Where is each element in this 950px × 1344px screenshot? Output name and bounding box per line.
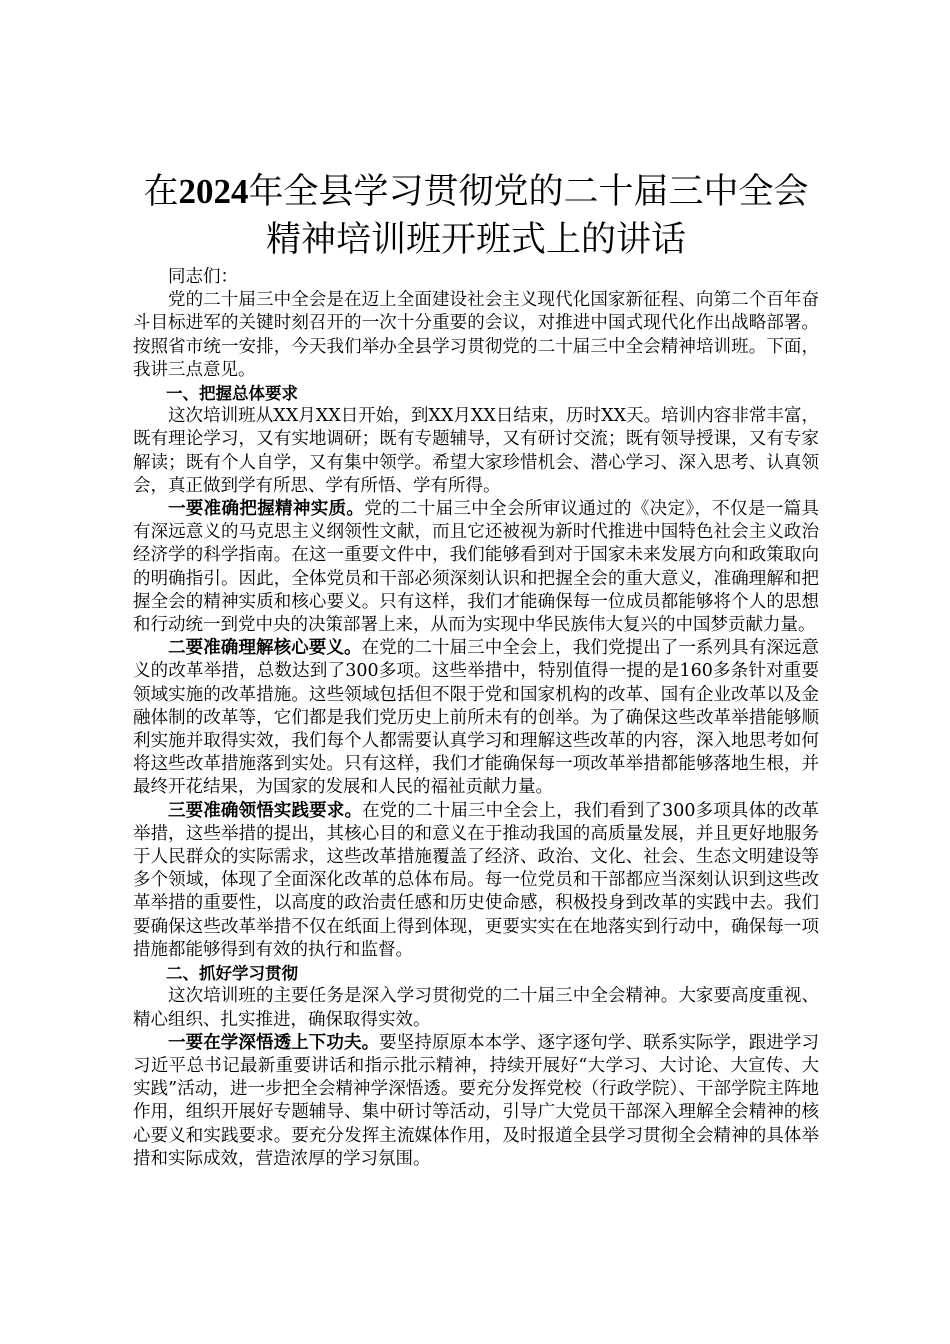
- paragraph-lead: 一要在学深悟透上下功夫。: [168, 1032, 380, 1053]
- paragraph-text: 这次培训班的主要任务是深入学习贯彻党的二十届三中全会精神。大家要高度重视、精心组织、扎实推进，确保取得实效。: [133, 986, 819, 1030]
- paragraph-text: 要坚持原原本本学、逐字逐句学、联系实际学，跟进学习习近平总书记最新重要讲话和指示批示精神，持续开展好“大学习、大讨论、大宣传、大实践”活动，进一步把全会精神学深悟透。要充分发挥党校（行政学院）、干部学院主阵地作用，组织开展好专题辅导、集中研讨等活动，引导广大党员干部深入理解全会精神的核心要义和实践要求。要充分发挥主流媒体作用，及时报道全县学习贯彻全会精神的具体举措和实际成效，营造浓厚的学习氛围。: [133, 1032, 820, 1169]
- body-paragraph: [133, 800, 819, 962]
- paragraph-lead: 三要准确领悟实践要求。: [168, 800, 363, 821]
- paragraph-lead: 一要准确把握精神实质。: [168, 499, 365, 520]
- intro-paragraph: 党的二十届三中全会是在迈上全面建设社会主义现代化国家新征程、向第二个百年奋斗目标进军的关键时刻召开的一次十分重要的会议，对推进中国式现代化作出战略部署。按照省市统一安排，今天我们举办全县学习贯彻党的二十届三中全会精神培训班。下面，我讲三点意见。: [133, 290, 819, 380]
- title-line-2: 精神培训班开班式上的讲话: [265, 220, 686, 260]
- section-heading: 二、抓好学习贯彻: [166, 964, 298, 984]
- document-title: [133, 168, 819, 264]
- body-paragraph: [133, 637, 819, 799]
- title-line-1: [133, 168, 819, 216]
- paragraph-lead: 二要准确理解核心要义。: [168, 638, 362, 659]
- paragraph-text: 这次培训班从XX月XX日开始，到XX月XX日结束，历时XX天。培训内容非常丰富，既有理论学习，又有实地调研；既有专题辅导，又有研讨交流；既有领导授课，又有专家解读；既有个人自学，又有集中领学。希望大家珍惜机会、潜心学习、深入思考、认真领会，真正做到学有所思、学有所悟、学有所得。: [133, 406, 819, 496]
- paragraph-text: 党的二十届三中全会所审议通过的《决定》，不仅是一篇具有深远意义的马克思主义纲领性文献，而且它还被视为新时代推进中国特色社会主义政治经济学的科学指南。在这一重要文件中，我们能够看到对于国家未来发展方向和政策取向的明确指引。因此，全体党员和干部必须深刻认识和把握全会的重大意义，准确理解和把握全会的精神实质和核心要义。只有这样，我们才能确保每一位成员都能够将个人的思想和行动统一到党中央的决策部署上来，从而为实现中华民族伟大复兴的中国梦贡献力量。: [133, 499, 820, 636]
- section-heading: 一、把握总体要求: [166, 384, 298, 404]
- body-paragraph: [133, 498, 819, 637]
- title-prefix: 在: [143, 172, 179, 212]
- paragraph-text: 在党的二十届三中全会上，我们党提出了一系列具有深远意义的改革举措，总数达到了300多项。这些举措中，特别值得一提的是160多条针对重要领域实施的改革措施。这些领域包括但不限于党和国家机构的改革、国有企业改革以及金融体制的改革等，它们都是我们党历史上前所未有的创举。为了确保这些改革举措能够顺利实施并取得实效，我们每个人都需要认真学习和理解这些改革的内容，深入地思考如何将这些改革措施落到实处。只有这样，我们才能确保每一项改革举措都能够落地生根，并最终开花结果，为国家的发展和人民的福祉贡献力量。: [133, 638, 820, 798]
- paragraph-text: 在党的二十届三中全会上，我们看到了300多项具体的改革举措，这些举措的提出，其核心目的和意义在于推动我国的高质量发展，并且更好地服务于人民群众的实际需求，这些改革措施覆盖了经济、政治、文化、社会、生态文明建设等多个领域，体现了全面深化改革的总体布局。每一位党员和干部都应当深刻认识到这些改革举措的重要性，以高度的政治责任感和历史使命感，积极投身到改革的实践中去。我们要确保这些改革举措不仅在纸面上得到体现，更要实实在在地落实到行动中，确保每一项措施都能够得到有效的执行和监督。: [133, 800, 820, 960]
- body-paragraph: [133, 405, 819, 498]
- document-page: [133, 168, 819, 1171]
- greeting: 同志们：: [168, 267, 238, 287]
- title-line-1-rest: 年全县学习贯彻党的二十届三中全会: [248, 172, 809, 212]
- body-paragraph: [133, 985, 819, 1031]
- title-year: 2024: [178, 172, 249, 211]
- body-paragraph: [133, 1032, 819, 1171]
